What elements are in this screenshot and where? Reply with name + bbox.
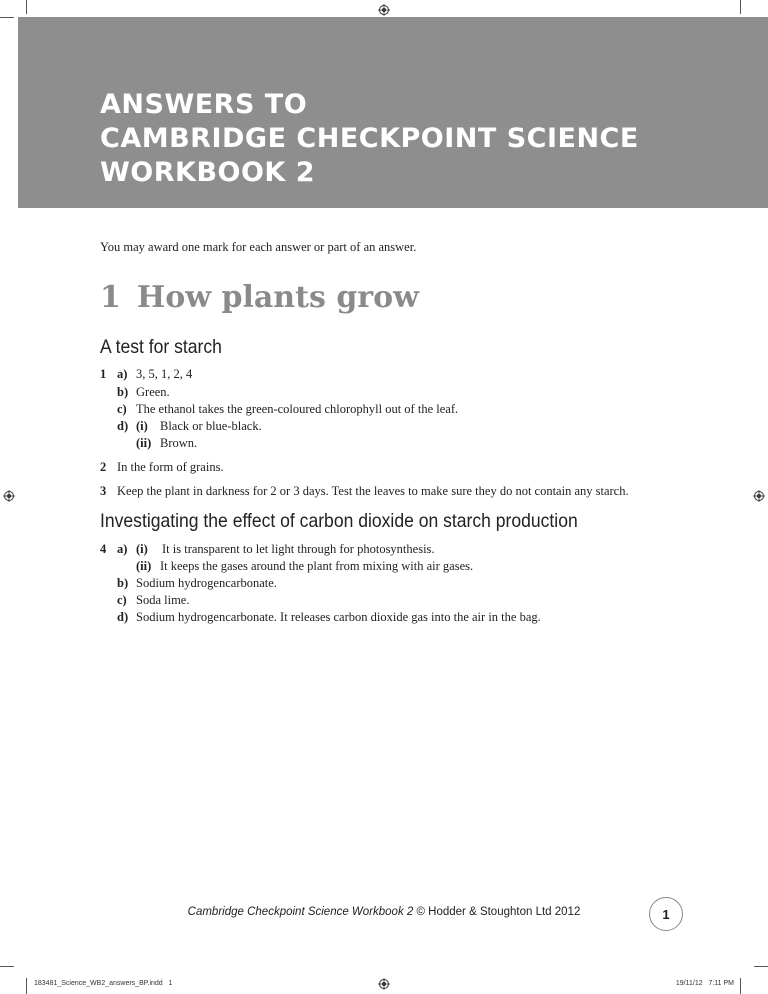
section-heading: A test for starch <box>100 336 222 358</box>
answer-text: Brown. <box>160 436 198 450</box>
answer-text: In the form of grains. <box>117 460 224 474</box>
registration-mark-icon <box>753 490 765 502</box>
crop-mark <box>26 978 27 994</box>
registration-mark-icon <box>378 978 390 990</box>
part-label: b) <box>117 385 129 399</box>
section-heading: Investigating the effect of carbon dioxide on starch production <box>100 510 578 532</box>
answer-text: Keep the plant in darkness for 2 or 3 days. Test the leaves to make sure they do not contain any starch. <box>117 484 629 498</box>
answer-text: It keeps the gases around the plant from mixing with air gases. <box>160 559 474 573</box>
copyright: © Hodder & Stoughton Ltd 2012 <box>416 906 581 918</box>
intro-text: You may award one mark for each answer or part of an answer. <box>100 240 417 254</box>
subpart-label: (ii) <box>136 559 152 573</box>
part-label: c) <box>117 402 127 416</box>
part-label: a) <box>117 542 128 556</box>
crop-mark <box>0 966 14 967</box>
chapter-title <box>100 280 419 315</box>
subpart-label: (i) <box>136 542 148 556</box>
crop-mark <box>26 0 27 14</box>
question-number: 3 <box>100 484 107 498</box>
page-title <box>100 88 639 190</box>
question-number: 1 <box>100 367 107 381</box>
crop-mark <box>740 0 741 14</box>
slug-datetime: 19/11/12 7:11 PM <box>675 980 734 987</box>
registration-mark-icon <box>378 4 390 16</box>
part-label: c) <box>117 593 127 607</box>
crop-mark <box>0 17 14 18</box>
title-line: ANSWERS TO <box>100 89 308 120</box>
chapter-number: 1 <box>100 280 121 315</box>
answer-text: 3, 5, 1, 2, 4 <box>136 367 193 381</box>
answer-text: Sodium hydrogencarbonate. It releases carbon dioxide gas into the air in the bag. <box>136 610 541 624</box>
answer-text: Black or blue-black. <box>160 419 262 433</box>
registration-mark-icon <box>3 490 15 502</box>
title-line: CAMBRIDGE CHECKPOINT SCIENCE <box>100 123 639 154</box>
slug-filename: 183481_Science_WB2_answers_BP.indd 1 <box>34 980 173 987</box>
crop-mark <box>754 966 768 967</box>
answer-text: Sodium hydrogencarbonate. <box>136 576 277 590</box>
subpart-label: (ii) <box>136 436 152 450</box>
answer-text: Soda lime. <box>136 593 190 607</box>
question-number: 4 <box>100 542 107 556</box>
part-label: d) <box>117 610 129 624</box>
page-number: 1 <box>649 897 683 931</box>
part-label: a) <box>117 367 128 381</box>
part-label: d) <box>117 419 129 433</box>
chapter-name: How plants grow <box>136 280 419 315</box>
title-line: WORKBOOK 2 <box>100 157 316 188</box>
question-number: 2 <box>100 460 107 474</box>
subpart-label: (i) <box>136 419 148 433</box>
publication-title: Cambridge Checkpoint Science Workbook 2 <box>187 906 414 918</box>
answer-text: The ethanol takes the green-coloured chlorophyll out of the leaf. <box>136 402 459 416</box>
answer-text: Green. <box>136 385 170 399</box>
answer-text: It is transparent to let light through for photosynthesis. <box>162 542 435 556</box>
crop-mark <box>740 978 741 994</box>
part-label: b) <box>117 576 129 590</box>
